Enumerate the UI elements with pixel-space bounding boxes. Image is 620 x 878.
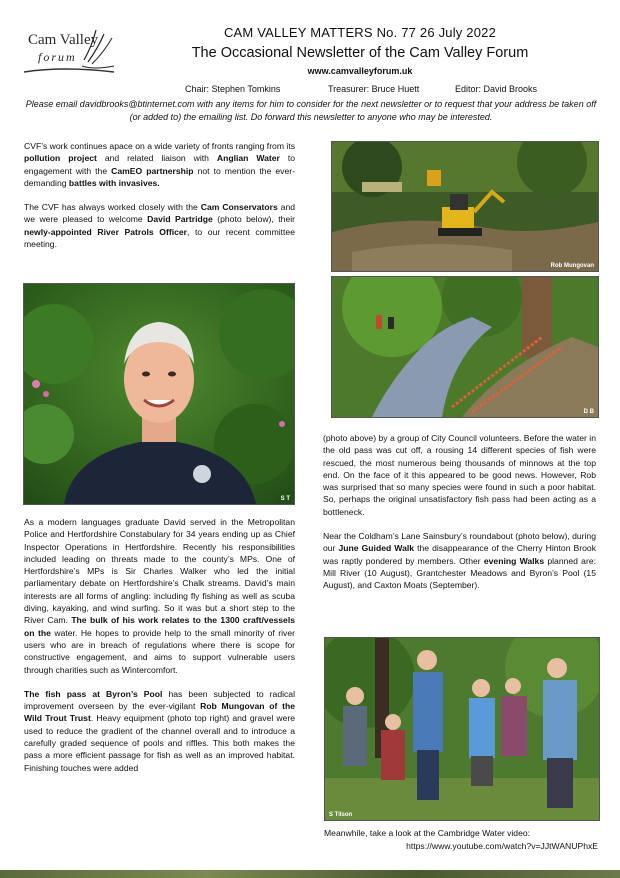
bottom-image-strip bbox=[0, 870, 620, 878]
logo-text: Cam Valley bbox=[28, 32, 99, 48]
video-caption: Meanwhile, take a look at the Cambridge Water video: bbox=[324, 828, 531, 838]
website-link[interactable]: www.camvalleyforum.uk bbox=[307, 66, 413, 76]
fish-pass-paragraph: The fish pass at Byron’s Pool has been subjected to radical improvement overseen by the ever-vigilant Rob Mungovan of the Wild Trout Trust. Heavy equipment (photo top right) and gravel were used to reduce the gradient of the channel overall and to introduce a carefully graded sequence of pools and riffles. This both makes the pass a more efficient passage for fish as well as an improved habitat. Finishing touches were added bbox=[24, 688, 295, 773]
chair-text: Chair: Stephen Tomkins bbox=[185, 84, 281, 94]
right-column-body bbox=[323, 432, 596, 592]
david-partridge-photo bbox=[23, 283, 295, 505]
excavator-photo bbox=[331, 141, 599, 272]
logo-subtext: forum bbox=[38, 50, 77, 64]
video-link[interactable]: https://www.youtube.com/watch?v=JJtWANUPhxE bbox=[406, 841, 598, 851]
photo-credit-tilson: S Tilson bbox=[329, 812, 353, 818]
conservators-paragraph: The CVF has always worked closely with the Cam Conservators and we were pleased to welcome David Partridge (photo below), their newly-appointed River Patrols Officer, to our recent committee meeting. bbox=[24, 202, 296, 250]
cam-valley-forum-logo bbox=[24, 26, 124, 82]
fish-pass-stream-photo bbox=[331, 276, 599, 418]
email-note: Please email davidbrooks@btinternet.com with any items for him to consider for the next newsletter or to request that your address be taken off (or added to) the emailing list. Do forward this newsletter to anyone who may be interested. bbox=[25, 99, 597, 122]
newsletter-title: CAM VALLEY MATTERS No. 77 26 July 2022 bbox=[223, 25, 497, 40]
left-column-intro bbox=[24, 140, 295, 250]
david-bio-paragraph: As a modern languages graduate David served in the Metropolitan Police and Hertfordshire Constabulary for 34 years ending up as Chief Inspector Operations in Hertfordshire. Recently his responsibilities included leading on threats made to the county’s MPs. One of Hertfordshire’s MPs is Sir Charles Walker who led the initial parliamentary debate on Hertfordshire’s Chalk streams. David’s main interests are all forms of angling: including fly fishing as well as scuba diving, kayaking, and wind surfing. So it was but a short step to the River Cam. The bulk of his work relates to the 1300 craft/vessels on the water. He hopes to provide help to the small minority of river users who are in breach of regulations where there is scope for constructive engagement, and aims to support vulnerable users through charities such as Wintercomfort. bbox=[24, 517, 295, 675]
left-column-body bbox=[24, 516, 295, 774]
guided-walk-group-photo bbox=[324, 637, 600, 821]
photo-credit-mungovan: Rob Mungovan bbox=[550, 263, 594, 269]
volunteers-paragraph: (photo above) by a group of City Council volunteers. Before the water in the old pass was cut off, a rousing 14 different species of fish were rescued, the most numerous being thousands of minnows at the top end. On the face of it this appeared to be good news. However, Rob was surprised that so many species were found in such a poor habitat. So, perhaps the original unsatisfactory fish pass had been acting as a bottleneck. bbox=[323, 433, 596, 517]
treasurer-text: Treasurer: Bruce Huett bbox=[328, 84, 420, 94]
photo-credit: S T bbox=[280, 496, 290, 502]
walks-paragraph: Near the Coldham’s Lane Sainsbury’s roundabout (photo below), during our June Guided Walk the disappearance of the Cherry Hinton Brook was raptly pondered by members. Other evening Walks planned are: Mill River (10 August), Grantchester Meadows and Byron’s Pool (15 August), and Caxton Moats (September). bbox=[323, 531, 597, 591]
intro-paragraph: CVF’s work continues apace on a wide variety of fronts ranging from its pollution project and related liaison with Anglian Water to engagement with the CamEO partnership not to mention the ever-demanding battles with invasives. bbox=[24, 141, 295, 188]
newsletter-subtitle: The Occasional Newsletter of the Cam Valley Forum bbox=[191, 45, 529, 61]
photo-credit-db: D B bbox=[583, 409, 594, 415]
editor-text: Editor: David Brooks bbox=[455, 84, 538, 94]
